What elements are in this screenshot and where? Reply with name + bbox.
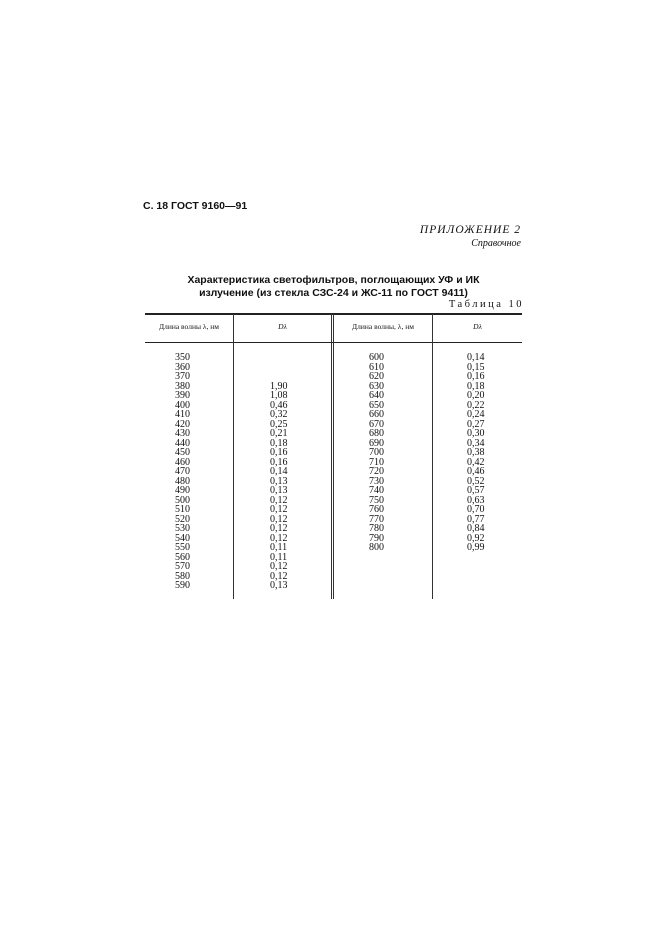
table-cell: 360 (175, 361, 190, 373)
table-cell: 0,24 (467, 409, 485, 420)
table-cell: 600 (369, 352, 384, 363)
table-cell: 680 (369, 428, 384, 439)
table-cell: 0,15 (467, 361, 485, 373)
table-cell: 580 (175, 570, 190, 582)
column-divider (432, 314, 433, 599)
table-cell: 770 (369, 513, 384, 525)
table-cell: 700 (369, 447, 384, 458)
table-cell: 0,12 (270, 513, 288, 525)
table-cell: 710 (369, 456, 384, 468)
page-header: С. 18 ГОСТ 9160—91 (143, 200, 248, 212)
right-wavelength-column (369, 353, 384, 553)
table-cell: 0,21 (270, 428, 288, 439)
table-cell: 530 (175, 523, 190, 534)
table-cell: 730 (369, 475, 384, 487)
table-cell: 740 (369, 485, 384, 496)
table-cell: 520 (175, 513, 190, 525)
table-cell: 0,14 (270, 466, 288, 477)
table-cell: 0,46 (270, 399, 288, 411)
table-cell: 0,30 (467, 428, 485, 439)
table-cell: 790 (369, 532, 384, 544)
table-cell: 480 (175, 475, 190, 487)
table-cell: 690 (369, 437, 384, 449)
appendix-type: Справочное (471, 238, 521, 249)
table-cell: 0,13 (270, 475, 288, 487)
appendix-heading: ПРИЛОЖЕНИЕ 2 (419, 224, 521, 236)
table-cell: 500 (175, 494, 190, 506)
right-density-column (467, 353, 485, 553)
table-cell: 1,08 (270, 390, 288, 401)
table-cell (270, 363, 288, 373)
table-cell: 0,52 (467, 475, 485, 487)
table-cell: 0,16 (270, 456, 288, 468)
table-cell: 380 (175, 380, 190, 392)
table-cell: 570 (175, 561, 190, 572)
table-cell: 0,16 (270, 447, 288, 458)
table-cell: 0,77 (467, 513, 485, 525)
table-cell: 490 (175, 485, 190, 496)
table-cell: 0,13 (270, 580, 288, 591)
table-cell: 0,13 (270, 485, 288, 496)
table-cell: 410 (175, 409, 190, 420)
header-density-left: Dλ (278, 322, 287, 331)
table-cell: 0,12 (270, 504, 288, 515)
table-cell: 0,20 (467, 390, 485, 401)
table-cell: 0,27 (467, 418, 485, 430)
table-cell: 390 (175, 390, 190, 401)
table-cell: 0,22 (467, 399, 485, 411)
table-cell: 350 (175, 352, 190, 363)
table-cell: 0,16 (467, 371, 485, 382)
table-cell: 760 (369, 504, 384, 515)
table-cell: 590 (175, 580, 190, 591)
table-cell: 420 (175, 418, 190, 430)
table-cell: 630 (369, 380, 384, 392)
table-cell: 780 (369, 523, 384, 534)
table-cell: 0,46 (467, 466, 485, 477)
table-cell: 0,11 (270, 551, 288, 563)
table-cell: 430 (175, 428, 190, 439)
table-cell: 550 (175, 542, 190, 553)
table-cell: 560 (175, 551, 190, 563)
table-cell: 0,12 (270, 532, 288, 544)
table-cell: 0,14 (467, 352, 485, 363)
table-cell: 670 (369, 418, 384, 430)
table-cell: 800 (369, 542, 384, 553)
table-title-line-1: Характеристика светофильтров, поглощающих УФ и ИК (187, 274, 480, 286)
table-cell: 660 (369, 409, 384, 420)
table-cell: 1,90 (270, 380, 288, 392)
table-cell: 0,70 (467, 504, 485, 515)
table-title-line-2: излучение (из стекла СЗС-24 и ЖС-11 по ГОСТ 9411) (199, 287, 468, 299)
table-cell: 0,99 (467, 542, 485, 553)
table-cell: 0,18 (467, 380, 485, 392)
table-cell: 750 (369, 494, 384, 506)
table-cell: 0,92 (467, 532, 485, 544)
table-cell: 0,84 (467, 523, 485, 534)
table-cell: 540 (175, 532, 190, 544)
table-cell: 0,12 (270, 570, 288, 582)
column-divider (233, 314, 234, 599)
column-divider (333, 314, 334, 599)
table-cell: 450 (175, 447, 190, 458)
table-cell: 0,38 (467, 447, 485, 458)
table-cell: 510 (175, 504, 190, 515)
table-cell: 0,25 (270, 418, 288, 430)
header-density-right: Dλ (473, 322, 482, 331)
table-cell: 0,32 (270, 409, 288, 420)
table-cell: 440 (175, 437, 190, 449)
table-cell: 460 (175, 456, 190, 468)
header-wavelength-right: Длина волны, λ, нм (352, 322, 414, 331)
left-wavelength-column (175, 353, 190, 591)
table-cell: 470 (175, 466, 190, 477)
table-cell: 0,34 (467, 437, 485, 449)
table-cell: 620 (369, 371, 384, 382)
table-cell: 610 (369, 361, 384, 373)
table-cell: 0,12 (270, 494, 288, 506)
table-cell: 400 (175, 399, 190, 411)
table-cell: 650 (369, 399, 384, 411)
table-cell: 720 (369, 466, 384, 477)
column-divider (331, 314, 332, 599)
table-cell: 640 (369, 390, 384, 401)
table-cell: 0,18 (270, 437, 288, 449)
table-cell: 0,63 (467, 494, 485, 506)
header-wavelength-left: Длина волны λ, нм (158, 322, 220, 331)
table-cell: 370 (175, 371, 190, 382)
table-cell: 0,42 (467, 456, 485, 468)
left-density-column (270, 353, 288, 591)
table-cell (270, 353, 288, 363)
table-label: Таблица 10 (448, 299, 524, 310)
table-cell: 0,12 (270, 523, 288, 534)
table-cell: 0,57 (467, 485, 485, 496)
table-cell: 0,11 (270, 542, 288, 553)
table-cell: 0,12 (270, 561, 288, 572)
